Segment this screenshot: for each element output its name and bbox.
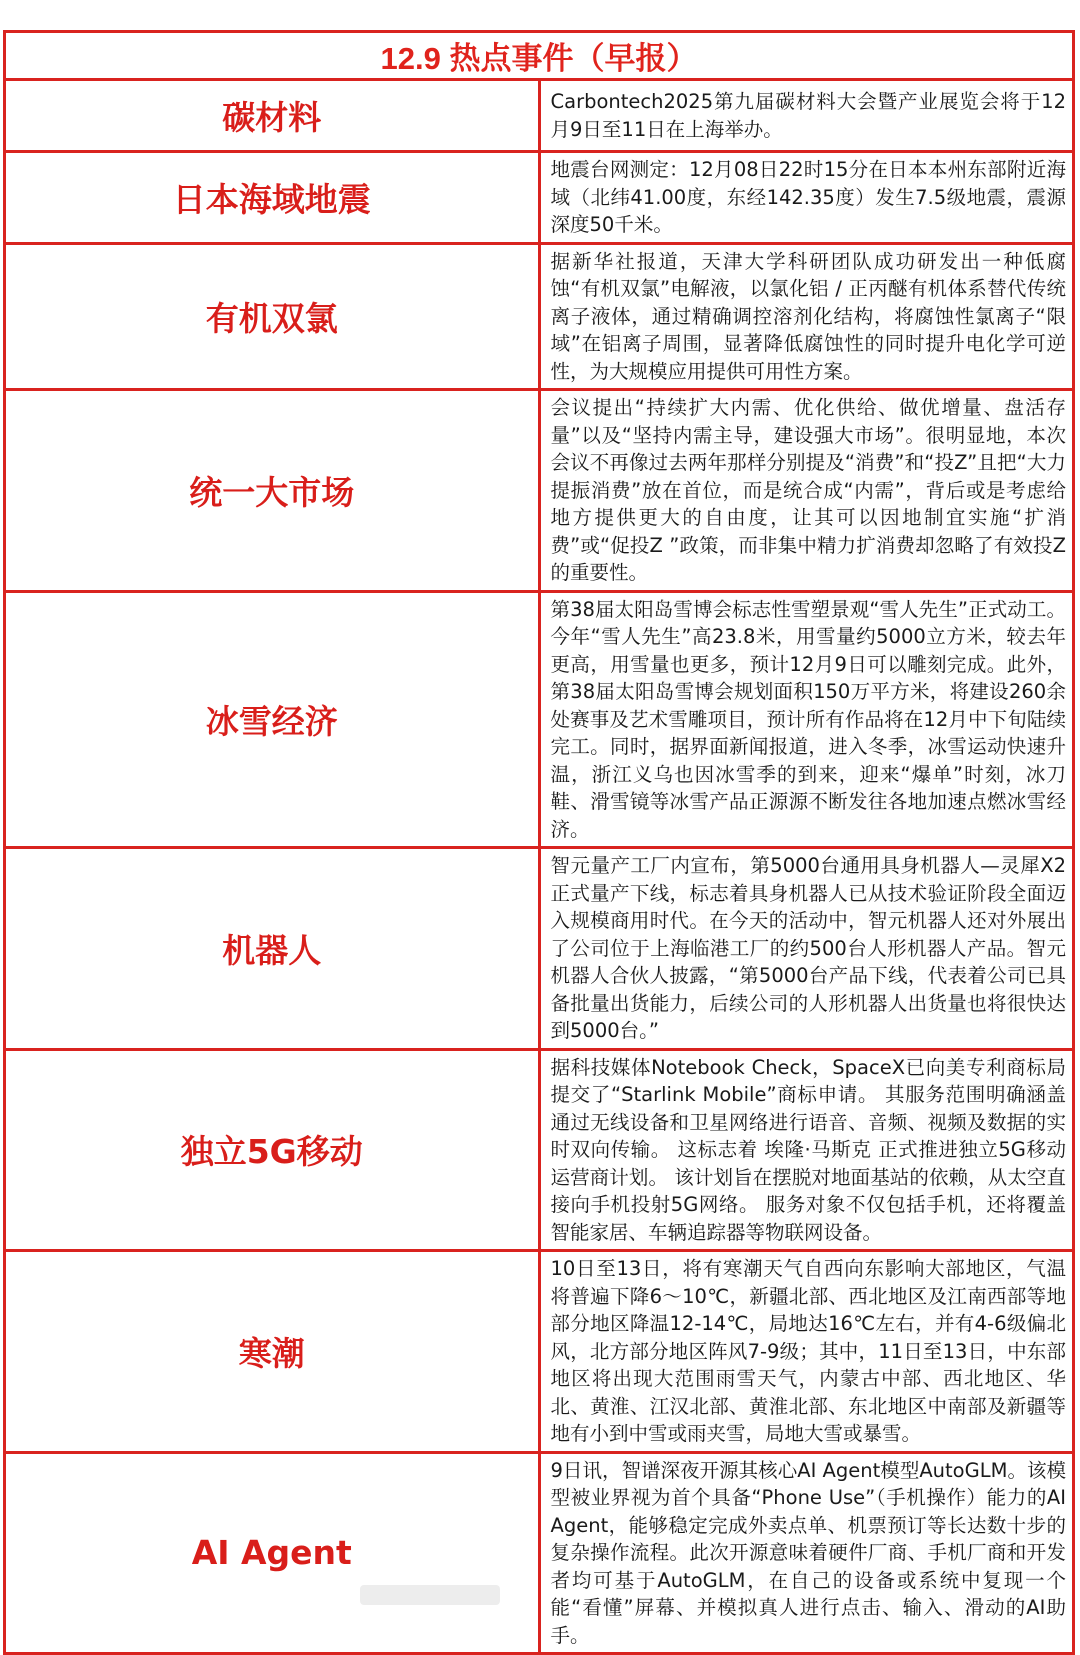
watermark-overlay (360, 1585, 500, 1605)
row-text: 智元量产工厂内宣布，第5000台通用具身机器人—灵犀X2正式量产下线，标志着具身机器人已从技术验证阶段全面迈入规模商用时代。在今天的活动中，智元机器人还对外展出了公司位于上海临港工厂的约500台人形机器人产品。智元机器人合伙人披露，“第5000台产品下线，代表着公司已具备批量出货能力，后续公司的人形机器人出货量也将很快达到5000台。” (539, 848, 1074, 1050)
news-sheet (0, 22, 1080, 1647)
table-row (5, 80, 1074, 152)
row-text: 据科技媒体Notebook Check，SpaceX已向美专利商标局提交了“Starlink Mobile”商标申请。 其服务范围明确涵盖通过无线设备和卫星网络进行语音、音频、视频及数据的实时双向传输。 这标志着 埃隆·马斯克 正式推进独立5G移动运营商计划。 该计划旨在摆脱对地面基站的依赖，从太空直接向手机投射5G网络。 服务对象不仅包括手机，还将覆盖智能家居、车辆追踪器等物联网设备。 (539, 1049, 1074, 1251)
row-text: 第38届太阳岛雪博会标志性雪塑景观“雪人先生”正式动工。今年“雪人先生”高23.8米，用雪量约5000立方米，较去年更高，用雪量也更多，预计12月9日可以雕刻完成。此外，第38届太阳岛雪博会规划面积150万平方米，将建设260余处赛事及艺术雪雕项目，预计所有作品将在12月中下旬陆续完工。同时，据界面新闻报道，进入冬季，冰雪运动快速升温，浙江义乌也因冰雪季的到来，迎来“爆单”时刻，冰刀鞋、滑雪镜等冰雪产品正源源不断发往各地加速点燃冰雪经济。 (539, 591, 1074, 848)
row-label: AI Agent (5, 1452, 540, 1654)
row-text: 地震台网测定：12月08日22时15分在日本本州东部附近海域（北纬41.00度，东经142.35度）发生7.5级地震，震源深度50千米。 (539, 152, 1074, 244)
title-row (5, 32, 1074, 80)
table-row (5, 390, 1074, 592)
row-text: Carbontech2025第九届碳材料大会暨产业展览会将于12月9日至11日在上海举办。 (539, 80, 1074, 152)
row-label: 冰雪经济 (5, 591, 540, 848)
table-row (5, 591, 1074, 848)
table-row (5, 1452, 1074, 1654)
row-label: 机器人 (5, 848, 540, 1050)
row-label: 统一大市场 (5, 390, 540, 592)
news-table (3, 30, 1075, 1655)
row-text: 9日讯，智谱深夜开源其核心AI Agent模型AutoGLM。该模型被业界视为首个具备“Phone Use”（手机操作）能力的AI Agent，能够稳定完成外卖点单、机票预订等长达数十步的复杂操作流程。此次开源意味着硬件厂商、手机厂商和开发者均可基于AutoGLM，在自己的设备或系统中复现一个能“看懂”屏幕、并模拟真人进行点击、输入、滑动的AI助手。 (539, 1452, 1074, 1654)
table-row (5, 1049, 1074, 1251)
page-title: 12.9 热点事件（早报） (5, 32, 1074, 80)
table-row (5, 243, 1074, 390)
table-row (5, 1251, 1074, 1453)
row-label: 独立5G移动 (5, 1049, 540, 1251)
row-text: 据新华社报道，天津大学科研团队成功研发出一种低腐蚀“有机双氯”电解液，以氯化铝 / 正丙醚有机体系替代传统离子液体，通过精确调控溶剂化结构，将腐蚀性氯离子“限域”在铝离子周围，显著降低腐蚀性的同时提升电化学可逆性，为大规模应用提供可用性方案。 (539, 243, 1074, 390)
table-row (5, 848, 1074, 1050)
table-row (5, 152, 1074, 244)
row-label: 寒潮 (5, 1251, 540, 1453)
row-text: 会议提出“持续扩大内需、优化供给、做优增量、盘活存量”以及“坚持内需主导，建设强大市场”。很明显地，本次会议不再像过去两年那样分别提及“消费”和“投Z”且把“大力提振消费”放在首位，而是统合成“内需”，背后或是考虑给地方提供更大的自由度，让其可以因地制宜实施“扩消费”或“促投Z ”政策，而非集中精力扩消费却忽略了有效投Z的重要性。 (539, 390, 1074, 592)
row-label: 有机双氯 (5, 243, 540, 390)
row-label: 日本海域地震 (5, 152, 540, 244)
row-text: 10日至13日，将有寒潮天气自西向东影响大部地区，气温将普遍下降6～10℃，新疆北部、西北地区及江南西部等地部分地区降温12-14℃，局地达16℃左右，并有4-6级偏北风，北方部分地区阵风7-9级；其中，11日至13日，中东部地区将出现大范围雨雪天气，内蒙古中部、西北地区、华北、黄淮、江汉北部、黄淮北部、东北地区中南部及新疆等地有小到中雪或雨夹雪，局地大雪或暴雪。 (539, 1251, 1074, 1453)
row-label: 碳材料 (5, 80, 540, 152)
